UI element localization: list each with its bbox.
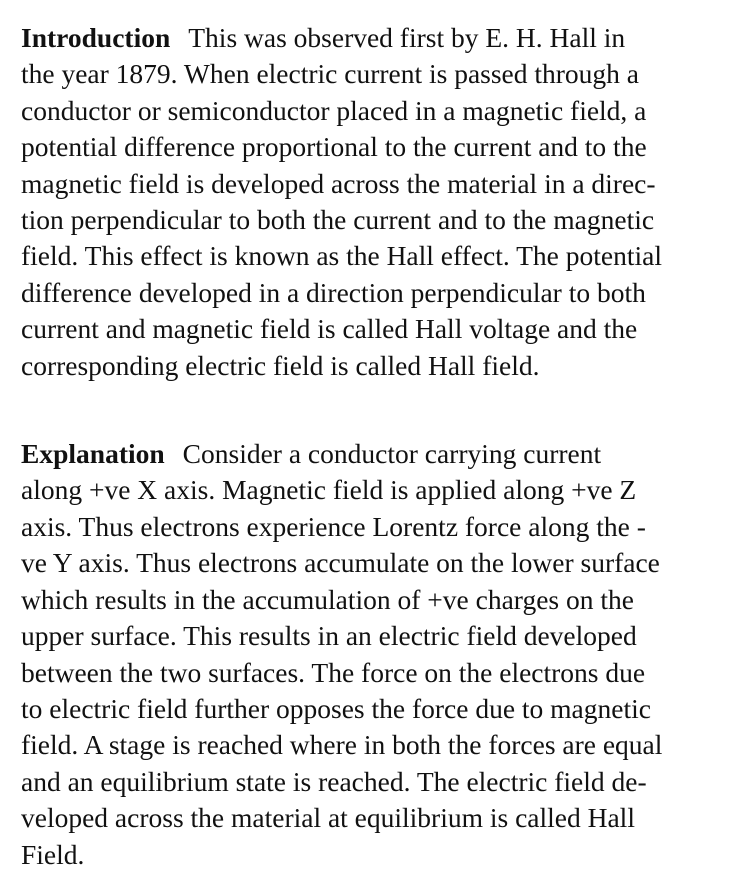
text-line: magnetic field is developed across the material in a direc- bbox=[21, 167, 656, 199]
text-line: along +ve X axis. Magnetic field is applied along +ve Z bbox=[21, 474, 637, 506]
text-line: which results in the accumulation of +ve charges on the bbox=[21, 583, 634, 615]
introduction-paragraph bbox=[21, 20, 730, 384]
document-page bbox=[21, 20, 730, 873]
text-line: upper surface. This results in an electric field developed bbox=[21, 620, 637, 652]
text-line: field. This effect is known as the Hall effect. The potential bbox=[21, 240, 662, 272]
text-line: to electric field further opposes the force due to magnetic bbox=[21, 692, 651, 724]
text-line: Field. bbox=[21, 838, 85, 870]
explanation-paragraph bbox=[21, 436, 730, 873]
text-line: ve Y axis. Thus electrons accumulate on the lower surface bbox=[21, 547, 660, 579]
text-line: current and magnetic field is called Hall voltage and the bbox=[21, 313, 638, 345]
text-line: the year 1879. When electric current is passed through a bbox=[21, 58, 640, 90]
text-line: difference developed in a direction perpendicular to both bbox=[21, 276, 646, 308]
text-line: tion perpendicular to both the current and to the magnetic bbox=[21, 204, 655, 236]
text-line: between the two surfaces. The force on the electrons due bbox=[21, 656, 646, 688]
text-line: and an equilibrium state is reached. The electric field de- bbox=[21, 765, 647, 797]
text-line: potential difference proportional to the current and to the bbox=[21, 131, 647, 163]
text-line: axis. Thus electrons experience Lorentz force along the - bbox=[21, 510, 646, 542]
text-line: This was observed first by E. H. Hall in bbox=[188, 22, 626, 53]
text-line: veloped across the material at equilibrium is called Hall bbox=[21, 802, 635, 834]
text-line: corresponding electric field is called Hall field. bbox=[21, 349, 540, 381]
explanation-heading: Explanation bbox=[21, 438, 165, 470]
introduction-heading: Introduction bbox=[21, 22, 171, 53]
text-line: conductor or semiconductor placed in a magnetic field, a bbox=[21, 94, 647, 126]
text-line: Consider a conductor carrying current bbox=[182, 438, 602, 470]
text-line: field. A stage is reached where in both the forces are equal bbox=[21, 729, 663, 761]
